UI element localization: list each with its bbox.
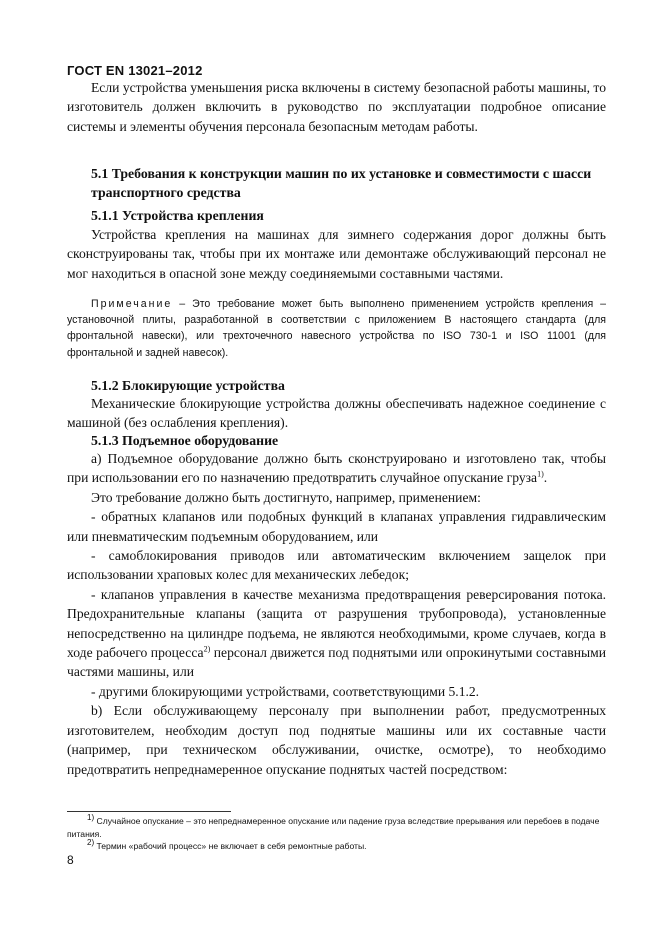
section-5-1-1-body — [67, 225, 606, 283]
section-5-1-1-paragraph: Устройства крепления на машинах для зимнего содержания дорог должны быть сконструированы так, чтобы при их монтаже или демонтаже обслуживающий персонал не мог находиться в опасной зоне между соединяемыми составными частями. — [67, 227, 606, 281]
section-5-1-heading: 5.1 Требования к конструкции машин по их установке и совместимости с шасси транспортного средства — [91, 166, 592, 200]
item-a-paragraph — [67, 449, 606, 488]
intro-paragraph: Если устройства уменьшения риска включены в систему безопасной работы машины, то изготовитель должен включить в руководство по эксплуатации подробное описание системы и элементы обучения персонала безопасным методам работы. — [67, 80, 606, 134]
item-a-end: . — [543, 470, 548, 486]
item-b-paragraph: b) Если обслуживающему персоналу при выполнении работ, предусмотренных изготовителем, необходим доступ под поднятые машины или их составные части (например, при техническом обслуживании, очистке, осмотре), то необходимо предотвратить непреднамеренное опускание поднятых частей посредством: — [67, 703, 606, 777]
section-5-1-2-paragraph: Механические блокирующие устройства должны обеспечивать надежное соединение с машиной (без ослабления крепления). — [67, 396, 606, 431]
bullet-1: - обратных клапанов или подобных функций в клапанах управления гидравлическим или пневматическим подъемным оборудованием, или — [67, 509, 606, 544]
note-label: Примечание — [91, 298, 173, 310]
section-5-1-2-body — [67, 394, 606, 433]
bullet-3-end: персонал движется под поднятыми или опрокинутыми составными частями машины, или — [67, 645, 606, 680]
footnotes — [67, 815, 606, 853]
footnote-ref-2: 2) — [203, 644, 211, 654]
section-5-1-3-heading: 5.1.3 Подъемное оборудование — [91, 433, 279, 448]
footnote-2-text: Термин «рабочий процесс» не включает в себя ремонтные работы. — [94, 841, 367, 852]
note-text: – Это требование может быть выполнено применением устройств крепления – установочной плиты, разработанной в соответствии с приложением В настоящего стандарта (для фронтальной навески), или трехточечного навесного устройства по ISO 730-1 и ISO 11001 (для фронтальной и задней навесок). — [67, 298, 606, 359]
footnote-1 — [67, 815, 606, 840]
footnote-1-mark: 1) — [87, 813, 95, 823]
item-a-text: а) Подъемное оборудование должно быть сконструировано и изготовлено так, чтобы при использовании его по назначению предотвратить случайное опускание груза — [67, 451, 606, 486]
footnote-ref-1: 1) — [537, 469, 544, 479]
footnote-2-mark: 2) — [87, 838, 95, 848]
footnote-2 — [67, 840, 606, 853]
footnote-divider — [67, 811, 231, 812]
page-number: 8 — [67, 853, 74, 867]
section-5-1-1-note — [67, 296, 606, 361]
footnote-1-text: Случайное опускание – это непреднамеренное опускание или падение груза вследствие прерывания или перебоев в подаче питания. — [67, 816, 600, 839]
section-5-1-2-heading: 5.1.2 Блокирующие устройства — [91, 378, 285, 393]
bullet-4: - другими блокирующими устройствами, соответствующими 5.1.2. — [91, 683, 480, 699]
bullet-2: - самоблокирования приводов или автоматическим включением защелок при использовании храповых колес для механических лебедок; — [67, 548, 606, 583]
section-5-1-1-heading: 5.1.1 Устройства крепления — [91, 208, 264, 223]
bullet-3-text: - клапанов управления в качестве механизма предотвращения реверсирования потока. Предохранительные клапаны (защита от разрушения трубопровода), установленные непосредственно на цилиндре подъема, не являются необходимыми, кроме случаев, когда в ходе рабочего процесса — [67, 586, 606, 661]
intro-block — [67, 78, 606, 136]
section-5-1-3-body — [67, 449, 606, 779]
bullet-3 — [67, 585, 606, 682]
document-header: ГОСТ EN 13021–2012 — [67, 63, 203, 78]
requirement-paragraph: Это требование должно быть достигнуто, например, применением: — [91, 489, 481, 505]
